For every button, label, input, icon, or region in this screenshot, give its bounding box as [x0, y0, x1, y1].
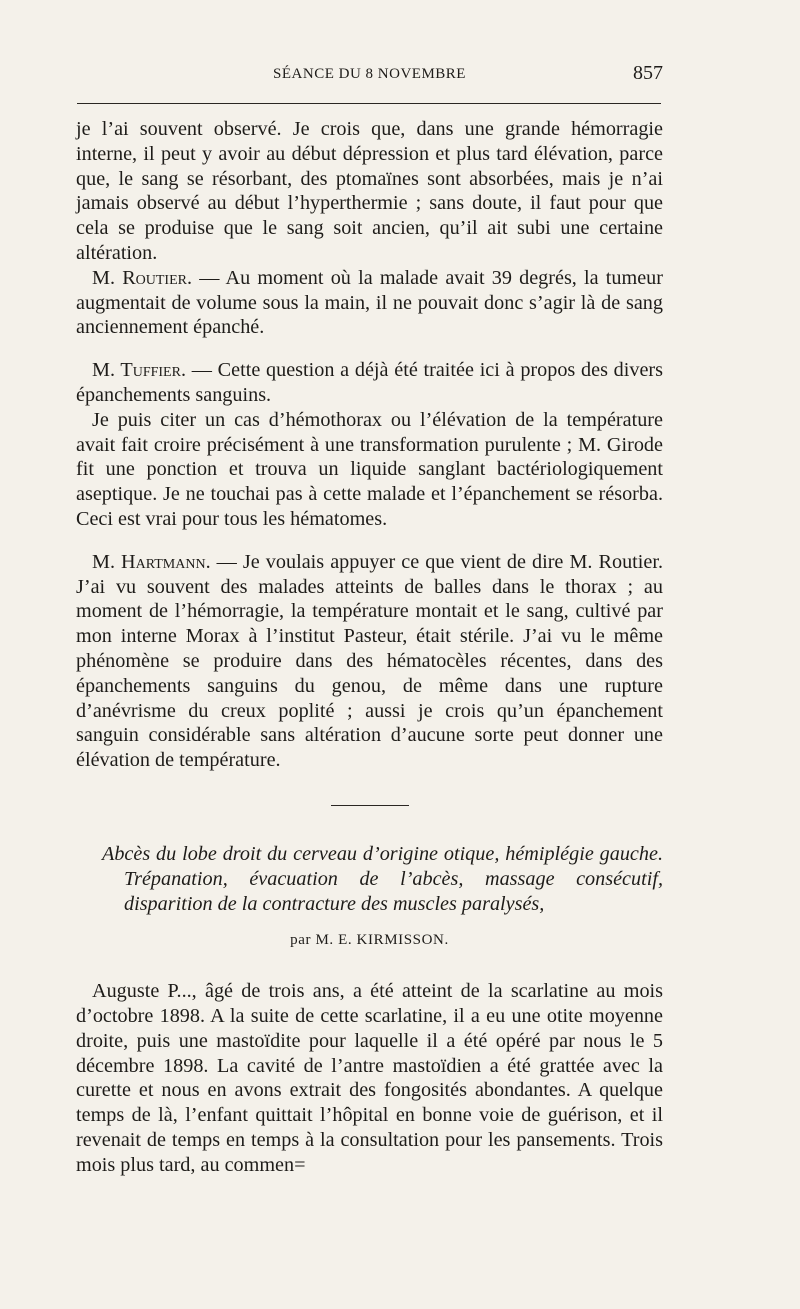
paragraph-hartmann — [76, 550, 663, 773]
speaker-tuffier: M. Tuffier. — [92, 359, 186, 382]
paragraph-continued: je l’ai souvent observé. Je crois que, dans une grande hémorragie interne, il peut y avoir au début dépression et plus tard élévation, parce que, le sang se résorbant, des ptomaïnes sont absorbées, mais je n’ai jamais observé au début l’hyperthermie ; sans doute, il faut pour que cela se produise que le sang soit ancien, qu’il ait subi une certaine altération. — [76, 118, 663, 264]
speaker-routier: M. Routier. — [92, 266, 193, 289]
page-header — [76, 62, 663, 90]
remark-tuffier: — Cette question a déjà été traitée ici à propos des divers épanchements sanguins. — [76, 359, 664, 406]
speaker-hartmann: M. Hartmann. — [92, 550, 211, 573]
article-byline: par M. E. KIRMISSON. — [290, 932, 449, 949]
page-number: 857 — [633, 62, 663, 84]
running-title: SÉANCE DU 8 NOVEMBRE — [273, 66, 466, 82]
paragraph-hemothorax: Je puis citer un cas d’hémothorax ou l’élévation de la température avait fait croire précisément à une transformation purulente ; M. Girode fit une ponction et trouva un liquide sanglant bactériologiquement aseptique. Je ne touchai pas à cette malade et l’épanchement se résorba. Ceci est vrai pour tous les hématomes. — [76, 408, 663, 530]
paragraph-routier — [76, 266, 663, 340]
remark-hartmann: — Je voulais appuyer ce que vient de dire M. Routier. J’ai vu souvent des malades atteints de balles dans le thorax ; au moment de l’hémorragie, la température montait et le sang, cultivé par mon interne Morax à l’institut Pasteur, était stérile. J’ai vu le même phénomène se produire dans des hématocèles récentes, dans des épanchements sanguins du genou, de même dans une rupture d’anévrisme du creux poplité ; aussi je crois qu’un épanchement sanguin considérable sans altération d’aucune sorte peut donner une élévation de température. — [76, 550, 663, 772]
page-body — [76, 117, 663, 1177]
article-title: Abcès du lobe droit du cerveau d’origine otique, hémiplégie gauche. Trépanation, évacuation de l’abcès, massage consécutif, disparition de la contracture des muscles paralysés, — [102, 842, 663, 915]
paragraph-tuffier — [76, 358, 663, 408]
section-separator — [331, 805, 409, 806]
article-paragraph: Auguste P..., âgé de trois ans, a été atteint de la scarlatine au mois d’octobre 1898. A la suite de cette scarlatine, il a eu une otite moyenne droite, puis une mastoïdite pour laquelle il a été opéré par nous le 5 décembre 1898. La cavité de l’antre mastoïdien a été grattée avec la curette et nous en avons extrait des fongosités abondantes. A quelque temps de là, l’enfant quittait l’hôpital en bonne voie de guérison, et il revenait de temps en temps à la consultation pour les pansements. Trois mois plus tard, au commen= — [76, 980, 663, 1176]
remark-routier: — Au moment où la malade avait 39 degrés, la tumeur augmentait de volume sous la main, il ne pouvait donc s’agir là de sang anciennement épanché. — [76, 266, 663, 339]
header-rule — [77, 103, 661, 104]
